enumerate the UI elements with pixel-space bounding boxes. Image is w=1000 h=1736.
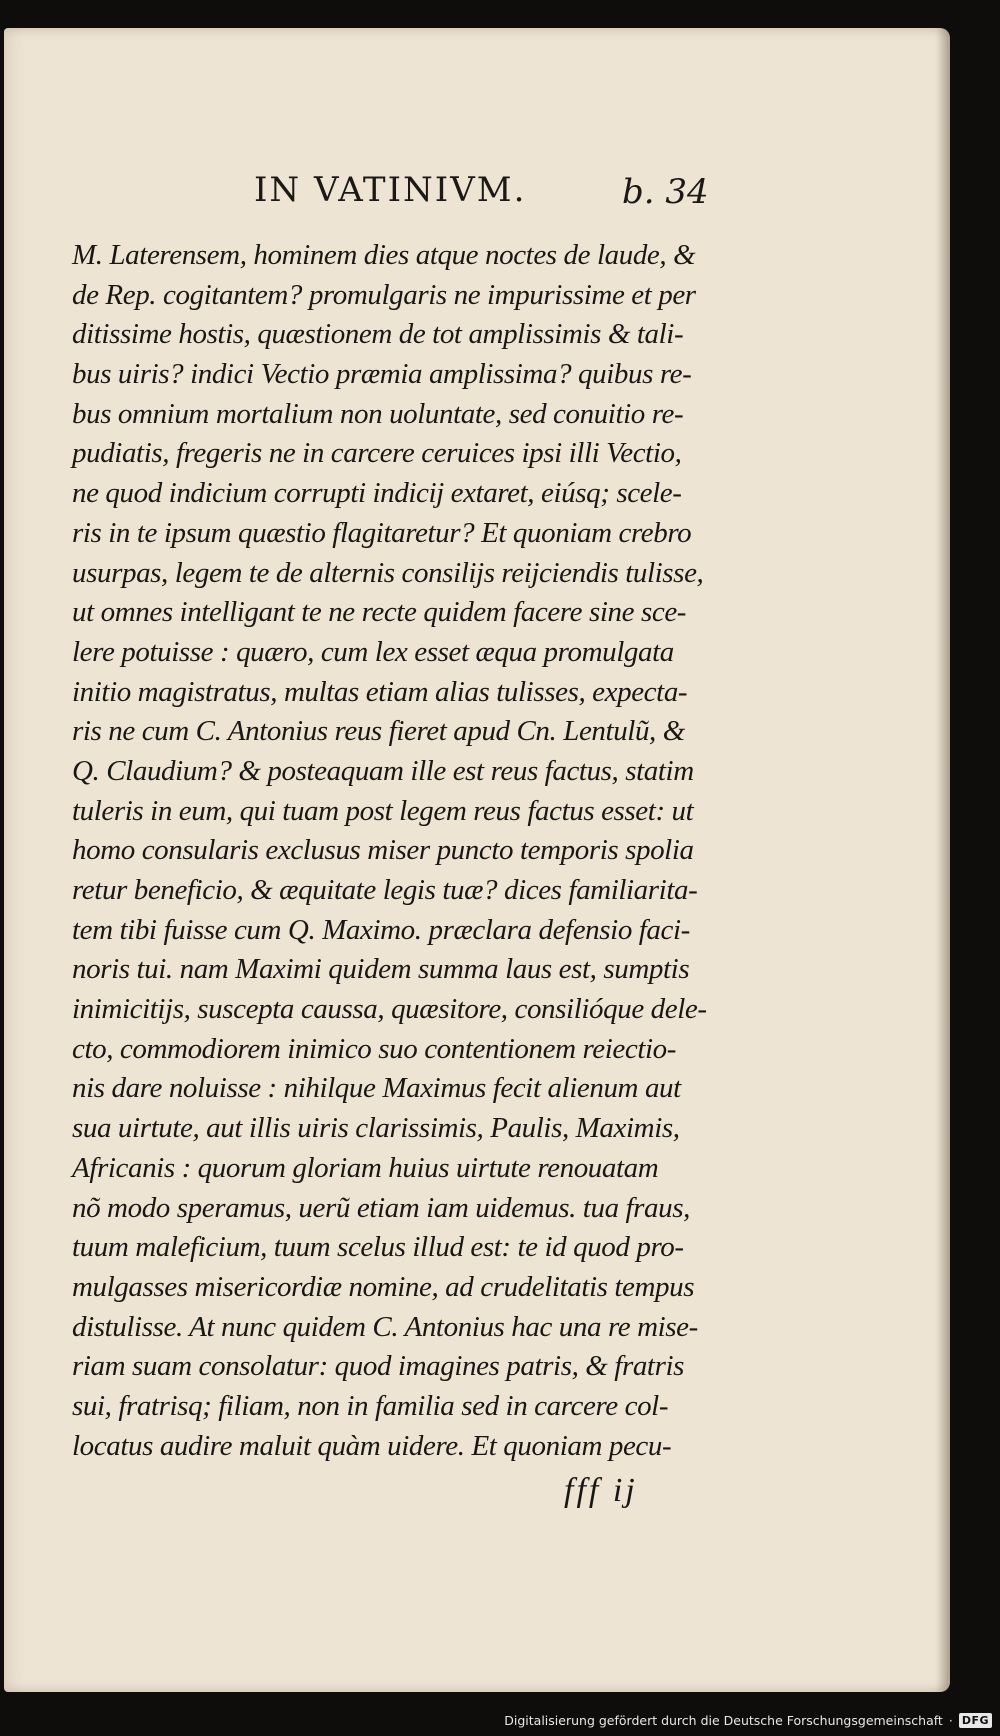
running-head-title: IN VATINIVM. bbox=[254, 170, 527, 210]
signature-mark: fff ij bbox=[564, 1472, 638, 1509]
text-line: distulisse. At nunc quidem C. Antonius hac una re mise- bbox=[72, 1310, 698, 1343]
text-line: riam suam consolatur: quod imagines patris, & fratris bbox=[72, 1350, 685, 1383]
dfg-logo: DFG bbox=[959, 1713, 992, 1728]
text-line: pudiatis, fregeris ne in carcere ceruices ipsi illi Vectio, bbox=[72, 437, 682, 470]
book-page bbox=[4, 28, 950, 1692]
text-line: bus uiris? indici Vectio præmia amplissima? quibus re- bbox=[72, 358, 692, 391]
text-line: de Rep. cogitantem? promulgaris ne impurissime et per bbox=[72, 278, 696, 311]
text-line: initio magistratus, multas etiam alias tulisses, expecta- bbox=[72, 675, 688, 708]
text-line: tuum maleficium, tuum scelus illud est: te id quod pro- bbox=[72, 1231, 684, 1264]
text-line: Africanis : quorum gloriam huius uirtute renouatam bbox=[72, 1151, 659, 1184]
text-line: Q. Claudium? & posteaquam ille est reus factus, statim bbox=[72, 754, 694, 787]
text-line: tuleris in eum, qui tuam post legem reus factus esset: ut bbox=[72, 794, 694, 827]
footer-credit: Digitalisierung gefördert durch die Deutsche Forschungsgemeinschaft bbox=[504, 1712, 943, 1728]
text-line: sua uirtute, aut illis uiris clarissimis, Paulis, Maximis, bbox=[72, 1112, 680, 1145]
text-line: inimicitijs, suscepta caussa, quæsitore, consilióque dele- bbox=[72, 993, 707, 1026]
dash-separator: · bbox=[948, 1712, 953, 1728]
text-line: usurpas, legem te de alternis consilijs reijciendis tulisse, bbox=[72, 556, 704, 589]
text-line: bus omnium mortalium non uoluntate, sed conuitio re- bbox=[72, 397, 684, 430]
text-line: M. Laterensem, hominem dies atque noctes de laude, & bbox=[72, 239, 696, 271]
text-line: ne quod indicium corrupti indicij extaret, eiúsq; scele- bbox=[72, 477, 682, 510]
text-line: locatus audire maluit quàm uidere. Et quoniam pecu- bbox=[72, 1429, 672, 1462]
text-line: nõ modo speramus, uerũ etiam iam uidemus. tua fraus, bbox=[72, 1191, 690, 1224]
text-line: mulgasses misericordiæ nomine, ad crudelitatis tempus bbox=[72, 1270, 695, 1303]
text-line: nis dare noluisse : nihilque Maximus fecit alienum aut bbox=[72, 1072, 681, 1105]
digitization-footer bbox=[504, 1708, 992, 1732]
folio-number: b. 34 bbox=[622, 172, 709, 212]
text-line: retur beneficio, & æquitate legis tuæ? dices familiarita- bbox=[72, 874, 698, 906]
text-line: noris tui. nam Maximi quidem summa laus est, sumptis bbox=[72, 953, 690, 986]
text-line: homo consularis exclusus miser puncto temporis spolia bbox=[72, 834, 694, 867]
text-block bbox=[72, 236, 712, 1466]
text-line: tem tibi fuisse cum Q. Maximo. præclara defensio faci- bbox=[72, 913, 690, 946]
page-edge-shadow bbox=[936, 28, 950, 1692]
text-line: cto, commodiorem inimico suo contentionem reiectio- bbox=[72, 1032, 677, 1065]
text-line: ut omnes intelligant te ne recte quidem facere sine sce- bbox=[72, 596, 687, 629]
text-line: lere potuisse : quæro, cum lex esset æqua promulgata bbox=[72, 635, 674, 668]
text-line: sui, fratrisq; filiam, non in familia sed in carcere col- bbox=[72, 1389, 669, 1422]
text-line: ditissime hostis, quæstionem de tot amplissimis & tali- bbox=[72, 318, 684, 351]
text-line: ris ne cum C. Antonius reus fieret apud Cn. Lentulũ, & bbox=[72, 715, 685, 748]
text-line: ris in te ipsum quæstio flagitaretur? Et quoniam crebro bbox=[72, 516, 692, 549]
